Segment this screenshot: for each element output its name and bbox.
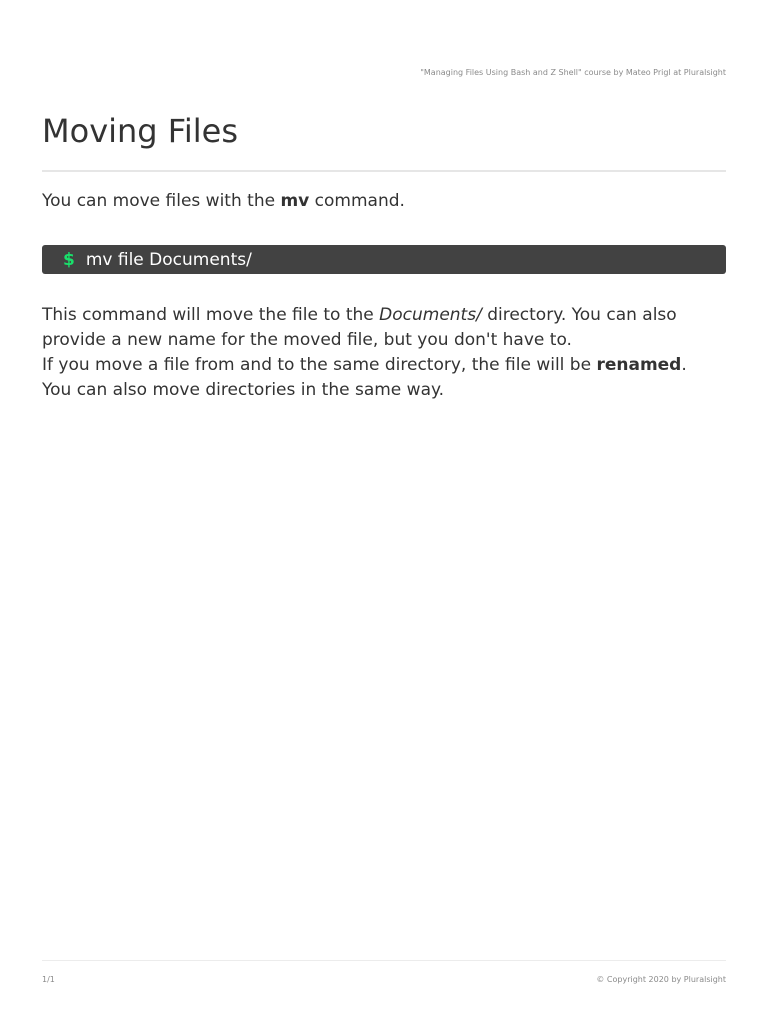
explanation-line-3-after: . — [681, 355, 687, 375]
explanation-line-1-after: directory. You can also — [481, 305, 677, 325]
explanation-line-2: provide a new name for the moved file, but you don't have to. — [42, 330, 572, 350]
intro-paragraph — [42, 190, 726, 212]
page-number: 1/1 — [42, 975, 55, 984]
copyright-notice: © Copyright 2020 by Pluralsight — [596, 975, 726, 984]
explanation-line-3-before: If you move a file from and to the same directory, the file will be — [42, 355, 597, 375]
renamed-term: renamed — [596, 355, 682, 375]
intro-command-name: mv — [280, 191, 310, 211]
footer-divider — [42, 960, 726, 961]
shell-prompt-icon: $ — [63, 249, 75, 270]
title-divider — [42, 170, 726, 172]
intro-text-before: You can move files with the — [42, 191, 281, 211]
explanation-line-1-before: This command will move the file to the — [42, 305, 380, 325]
course-attribution: "Managing Files Using Bash and Z Shell" course by Mateo Prigl at Pluralsight — [420, 68, 726, 77]
intro-text-after: command. — [309, 191, 405, 211]
documents-directory-term: Documents/ — [379, 305, 482, 325]
code-command: mv file Documents/ — [85, 249, 252, 270]
explanation-line-1 — [42, 303, 726, 328]
explanation-line-3 — [42, 353, 726, 378]
explanation-line-4: You can also move directories in the same way. — [42, 380, 445, 400]
explanation-paragraph — [42, 303, 726, 403]
page-title: Moving Files — [42, 112, 238, 150]
code-block — [42, 245, 726, 274]
